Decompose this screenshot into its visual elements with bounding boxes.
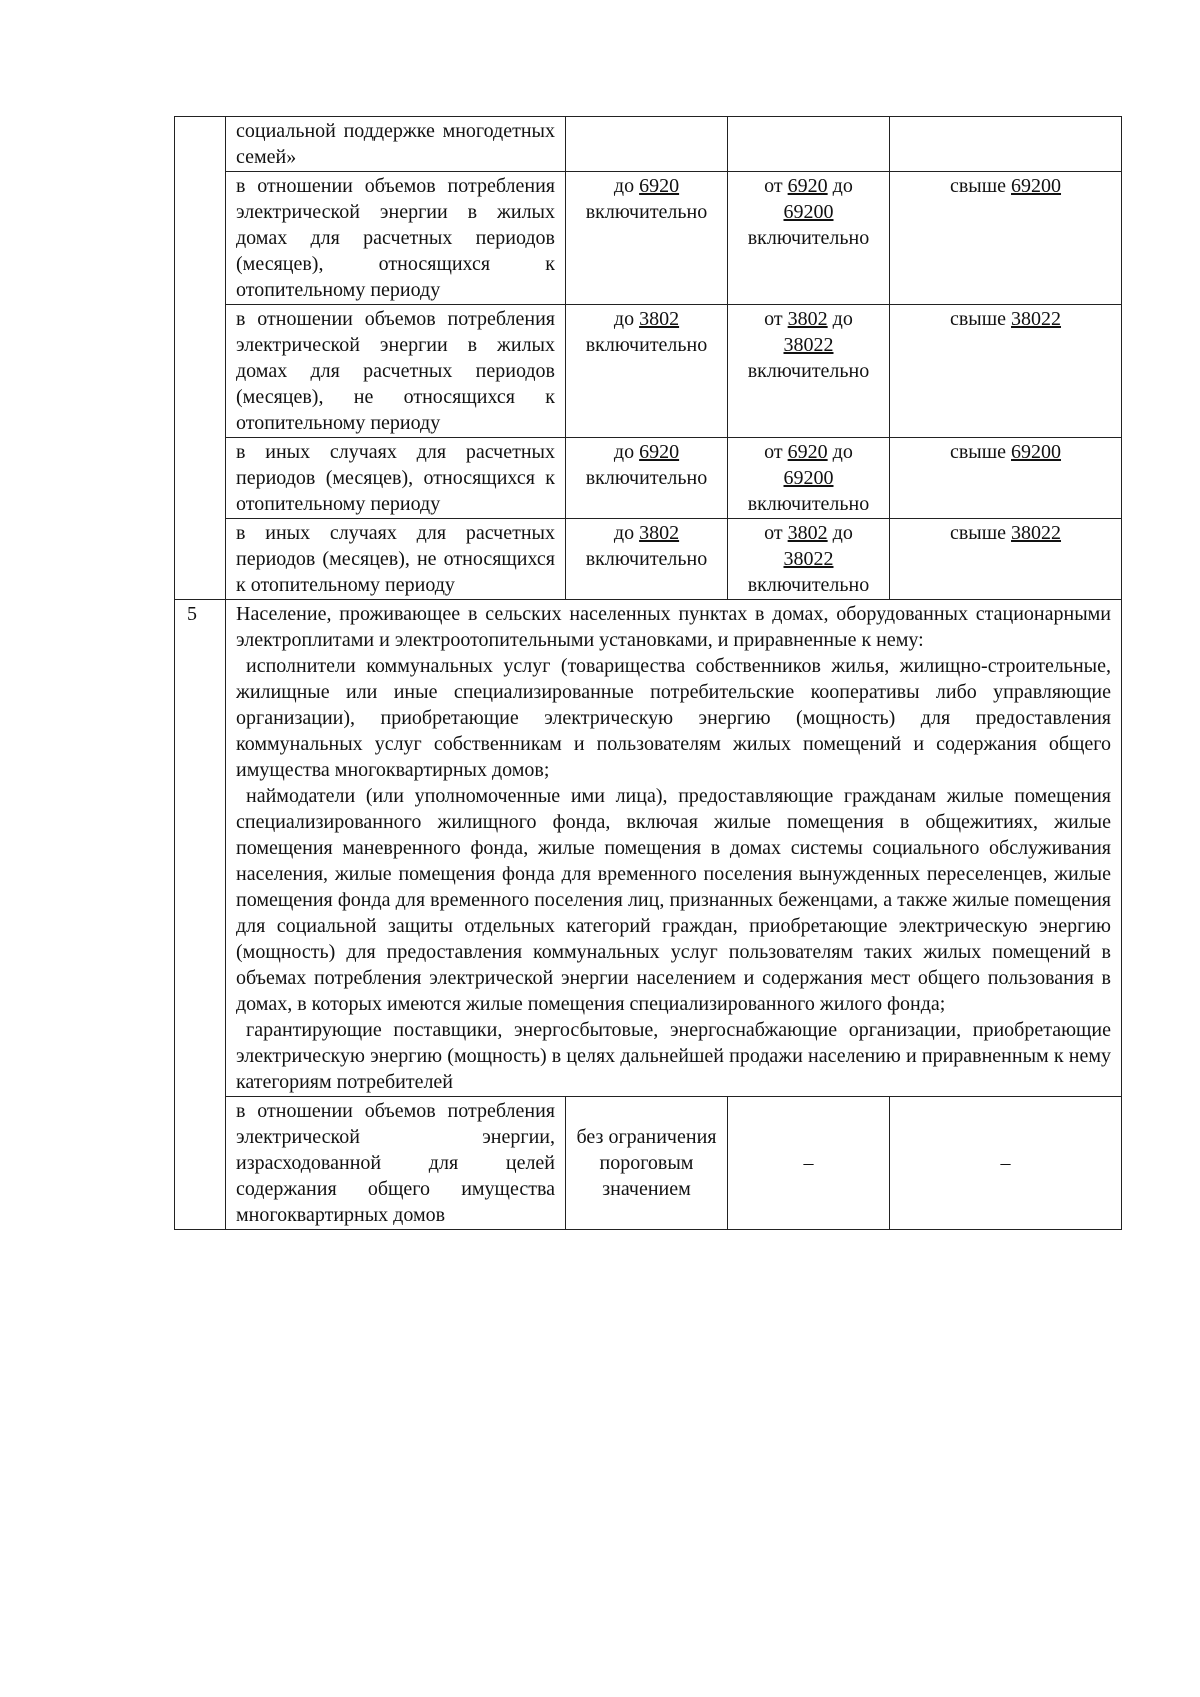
- threshold-mid-cell: [728, 172, 890, 305]
- connector-text: до: [827, 441, 853, 463]
- threshold-value-link[interactable]: 3802: [639, 308, 680, 330]
- table-row: [175, 438, 1122, 519]
- row-number-cell: [175, 117, 226, 600]
- prefix-text: до: [613, 175, 640, 197]
- table-row: [175, 519, 1122, 600]
- prefix-text: свыше: [949, 522, 1012, 544]
- threshold-mid-cell: –: [728, 1097, 890, 1230]
- section-row: [175, 600, 1122, 1097]
- threshold-high-cell: –: [890, 1097, 1122, 1230]
- prefix-text: свыше: [949, 441, 1012, 463]
- threshold-low-cell: [566, 438, 728, 519]
- threshold-mid-cell: [728, 519, 890, 600]
- row-description: в иных случаях для расчетных периодов (месяцев), относящихся к отопительному периоду: [226, 438, 566, 519]
- threshold-high-cell: [890, 519, 1122, 600]
- section-paragraph: исполнители коммунальных услуг (товарищества собственников жилья, жилищно-строительные, жилищные или иные специализированные потребительские кооперативы либо управляющие организации), приобретающие электрическую энергию (мощность) для предоставления коммунальных услуг собственникам и пользователям жилых помещений и содержания общего имущества многоквартирных домов;: [236, 655, 1111, 781]
- row-description: в иных случаях для расчетных периодов (месяцев), не относящихся к отопительному периоду: [226, 519, 566, 600]
- threshold-value-link[interactable]: 38022: [783, 334, 834, 356]
- threshold-low-cell: [566, 172, 728, 305]
- threshold-value-link[interactable]: 3802: [787, 308, 828, 330]
- suffix-text: включительно: [585, 334, 708, 356]
- section-paragraph: наймодатели (или уполномоченные ими лица), предоставляющие гражданам жилые помещения специализированного жилищного фонда, включая жилые помещения в общежитиях, жилые помещения маневренного фонда, жилые помещения в домах системы социального обслуживания населения, жилые помещения фонда для временного поселения вынужденных переселенцев, жилые помещения фонда для временного поселения лиц, признанных беженцами, а также жилые помещения для социальной защиты отдельных категорий граждан, приобретающие электрическую энергию (мощность) для предоставления коммунальных услуг пользователям таких жилых помещений в объемах потребления электрической энергии населением и содержания мест общего пользования в домах, в которых имеются жилые помещения специализированного жилого фонда;: [236, 785, 1111, 1015]
- threshold-value-link[interactable]: 6920: [639, 175, 680, 197]
- section-description: [226, 600, 1122, 1097]
- threshold-value-link[interactable]: 6920: [787, 441, 828, 463]
- table-row: [175, 1097, 1122, 1230]
- connector-text: до: [827, 308, 853, 330]
- prefix-text: свыше: [949, 308, 1012, 330]
- suffix-text: включительно: [585, 201, 708, 223]
- table-row: [175, 305, 1122, 438]
- row-description: социальной поддержке многодетных семей»: [226, 117, 566, 172]
- threshold-high-cell: [890, 117, 1122, 172]
- section-intro: Население, проживающее в сельских населенных пунктах в домах, оборудованных стационарными электроплитами и электроотопительными установками, и приравненные к нему:: [236, 603, 1111, 651]
- prefix-text: от: [764, 175, 788, 197]
- threshold-value-link[interactable]: 38022: [1011, 308, 1062, 330]
- connector-text: до: [827, 175, 853, 197]
- threshold-value-link[interactable]: 3802: [639, 522, 680, 544]
- prefix-text: до: [613, 522, 640, 544]
- threshold-value-link[interactable]: 38022: [783, 548, 834, 570]
- threshold-value-link[interactable]: 69200: [1011, 441, 1062, 463]
- threshold-mid-cell: [728, 305, 890, 438]
- threshold-low-cell: без ограничения пороговым значением: [566, 1097, 728, 1230]
- row-description: в отношении объемов потребления электрической энергии в жилых домах для расчетных периодов (месяцев), не относящихся к отопительному периоду: [226, 305, 566, 438]
- row-description: в отношении объемов потребления электрической энергии в жилых домах для расчетных периодов (месяцев), относящихся к отопительному периоду: [226, 172, 566, 305]
- suffix-text: включительно: [747, 360, 870, 382]
- prefix-text: до: [613, 308, 640, 330]
- suffix-text: включительно: [585, 467, 708, 489]
- threshold-low-cell: [566, 117, 728, 172]
- prefix-text: от: [764, 308, 788, 330]
- threshold-value-link[interactable]: 6920: [787, 175, 828, 197]
- table-row: [175, 117, 1122, 172]
- row-number: 5: [175, 600, 226, 1230]
- prefix-text: до: [613, 441, 640, 463]
- threshold-high-cell: [890, 172, 1122, 305]
- threshold-value-link[interactable]: 69200: [783, 467, 834, 489]
- threshold-high-cell: [890, 305, 1122, 438]
- suffix-text: включительно: [747, 227, 870, 249]
- threshold-mid-cell: [728, 117, 890, 172]
- threshold-value-link[interactable]: 69200: [783, 201, 834, 223]
- prefix-text: от: [764, 441, 788, 463]
- row-description: в отношении объемов потребления электрической энергии, израсходованной для целей содержания общего имущества многоквартирных домов: [226, 1097, 566, 1230]
- threshold-value-link[interactable]: 38022: [1011, 522, 1062, 544]
- threshold-mid-cell: [728, 438, 890, 519]
- prefix-text: свыше: [949, 175, 1012, 197]
- threshold-value-link[interactable]: 3802: [787, 522, 828, 544]
- section-paragraph: гарантирующие поставщики, энергосбытовые, энергоснабжающие организации, приобретающие электрическую энергию (мощность) в целях дальнейшей продажи населению и приравненным к нему категориям потребителей: [236, 1019, 1111, 1093]
- suffix-text: включительно: [747, 574, 870, 596]
- table-row: [175, 172, 1122, 305]
- threshold-value-link[interactable]: 6920: [639, 441, 680, 463]
- threshold-low-cell: [566, 519, 728, 600]
- suffix-text: включительно: [585, 548, 708, 570]
- threshold-high-cell: [890, 438, 1122, 519]
- prefix-text: от: [764, 522, 788, 544]
- threshold-value-link[interactable]: 69200: [1011, 175, 1062, 197]
- suffix-text: включительно: [747, 493, 870, 515]
- tariff-table: [174, 116, 1122, 1230]
- connector-text: до: [827, 522, 853, 544]
- threshold-low-cell: [566, 305, 728, 438]
